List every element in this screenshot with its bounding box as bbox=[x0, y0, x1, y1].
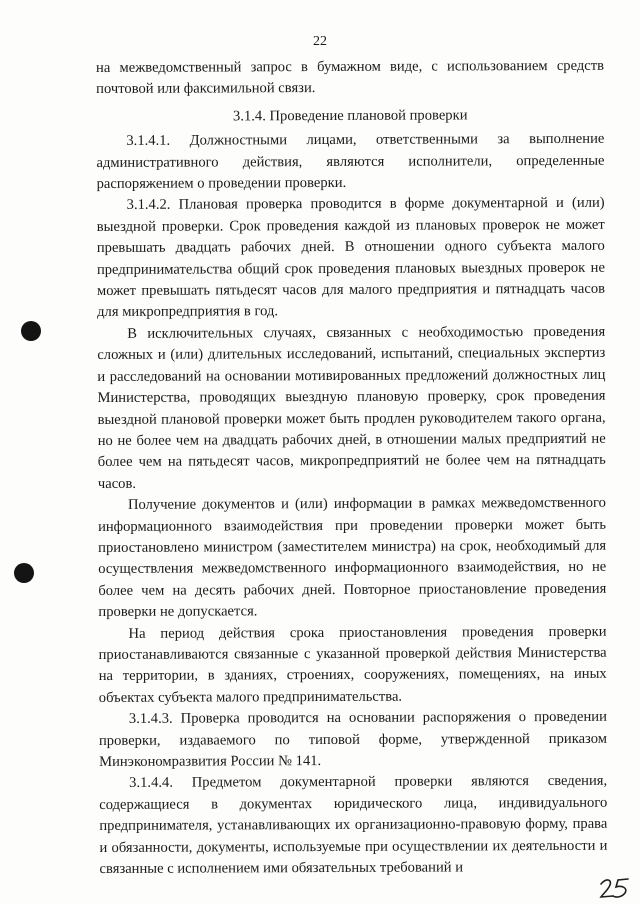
paragraph-3-1-4-3: 3.1.4.3. Проверка проводится на основании распоряжения о проведении проверки, издаваемого по типовой форме, утвержденной приказом Минэкономразвития России № 141. bbox=[98, 708, 608, 770]
punch-hole-lower bbox=[14, 563, 34, 583]
paragraph-3-1-4-1: 3.1.4.1. Должностными лицами, ответственными за выполнение административного действия, являются исполнители, определенные распоряжением о проведении проверки. bbox=[96, 131, 605, 193]
page-number: 22 bbox=[313, 34, 327, 49]
paragraph-exceptional-cases: В исключительных случаях, связанных с необходимостью проведения сложных и (или) длительных исследований, испытаний, специальных экспертиз и расследований на основании мотивированных предложений должностных лиц Министерства, проводящих выездную плановую проверку, срок проведения выездной плановой проверки может быть продлен руководителем такого органа, но не более чем на двадцать рабочих дней, в отношении малых предприятий не более чем на пятьдесят часов, микропредприятий не более чем на пятнадцать часов. bbox=[97, 323, 606, 492]
paragraph-3-1-4-2: 3.1.4.2. Плановая проверка проводится в форме документарной и (или) выездной проверки. Срок проведения каждой из плановых проверок не может превышать двадцать рабочих дней. В отношении одного субъекта малого предпринимательства общий срок проведения плановых выездных проверок не может превышать пятьдесят часов для малого предприятия и пятнадцать часов для микропредприятия в год. bbox=[96, 195, 606, 321]
paragraph-suspension: Получение документов и (или) информации в рамках межведомственного информационного взаимодействия при проведении проверки может быть приостановлено министром (заместителем министра) на срок, необходимый для осуществления межведомственного информационного взаимодействия, но не более чем на десять рабочих дней. Повторное приостановление проведения проверки не допускается. bbox=[98, 494, 607, 621]
paragraph-suspension-period: На период действия срока приостановления проведения проверки приостанавливаются связанные с указанной проверкой действия Министерства на территории, в зданиях, строениях, сооружениях, помещениях, на иных объектах субъекта малого предпринимательства. bbox=[98, 623, 607, 706]
handwritten-page-mark bbox=[598, 876, 634, 900]
paragraph-continuation: на межведомственный запрос в бумажном виде, с использованием средств почтовой или факсимильной связи. bbox=[96, 57, 605, 98]
section-heading: 3.1.4. Проведение плановой проверки bbox=[232, 107, 468, 125]
punch-hole-upper bbox=[21, 321, 41, 341]
document-body bbox=[96, 56, 608, 881]
paragraph-3-1-4-4: 3.1.4.4. Предметом документарной проверки являются сведения, содержащиеся в документах юридического лица, индивидуального предпринимателя, устанавливающих их организационно-правовую форму, права и обязанности, документы, используемые при осуществлении их деятельности и связанные с исполнением ими обязательных требований и bbox=[99, 773, 608, 878]
